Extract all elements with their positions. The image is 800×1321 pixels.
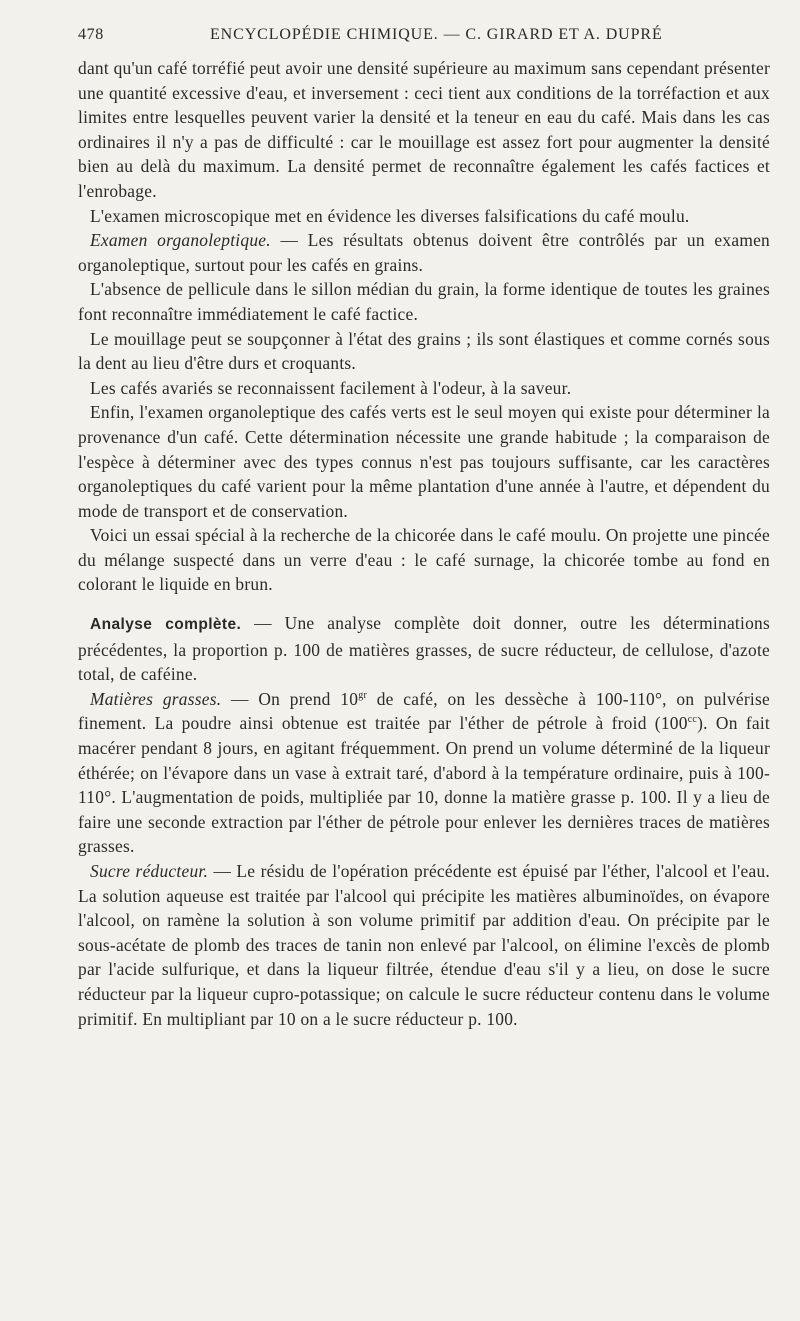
paragraph-wetting: Le mouillage peut se soupçonner à l'état des grains ; ils sont élastiques et comme cornés sous la dent au lieu d'être durs et croquants.: [78, 328, 770, 374]
unit-grams-superscript: gr: [358, 690, 368, 702]
paragraph-density: dant qu'un café torréfié peut avoir une densité supérieure au maximum sans cependant présenter une quantité excessive d'eau, et inversement : ceci tient aux conditions de la torréfaction et aux limites entre lesquelles peuvent varier la densité et la teneur en eau du café. Mais dans les cas ordinaires il n'y a pas de difficulté : car le mouillage est assez fort pour augmenter la densité bien au delà du maximum. La densité permet de reconnaître également les cafés factices et l'enrobage.: [78, 58, 770, 201]
paragraph-fats: [78, 687, 770, 859]
running-header: [78, 26, 770, 44]
paragraph-complete-analysis: [78, 611, 770, 687]
paragraph-reducing-sugar: [78, 859, 770, 1031]
page-number: 478: [78, 26, 104, 43]
paragraph-organoleptic-exam: [78, 228, 770, 277]
paragraph-green-coffee: Enfin, l'examen organoleptique des cafés verts est le seul moyen qui existe pour déterminer la provenance d'un café. Cette détermination nécessite une grande habitude ; la comparaison de l'espèce à déterminer avec des types connus n'est pas toujours suffisante, car les caractères organoleptiques du café varient pour la même plantation d'une année à l'autre, et dépendent du mode de transport et de conservation.: [78, 402, 770, 521]
paragraph-fats-text-b: de café, on les dessèche à 100-110°, on pulvérise finement. La poudre ainsi obtenue est traitée par l'éther de pétrole à froid (100: [78, 688, 770, 734]
section-title-organoleptic: Examen organoleptique.: [90, 230, 271, 251]
section-title-complete-analysis: Analyse complète.: [90, 616, 242, 634]
paragraph-chicory-test: Voici un essai spécial à la recherche de la chicorée dans le café moulu. On projette une pincée du mélange suspecté dans un verre d'eau : le café surnage, la chicorée tombe au fond en colorant le liquide en brun.: [78, 525, 770, 595]
section-title-fats: Matières grasses.: [90, 688, 222, 709]
section-title-reducing-sugar: Sucre réducteur.: [90, 861, 209, 881]
unit-cc-superscript: cc: [687, 714, 698, 726]
paragraph-complete-analysis-text: — Une analyse complète doit donner, outre les déterminations précédentes, la proportion p. 100 de matières grasses, de sucre réducteur, de cellulose, d'azote total, de caféine.: [78, 613, 770, 685]
paragraph-microscopic-exam: L'examen microscopique met en évidence les diverses falsifications du café moulu.: [90, 205, 690, 226]
paragraph-pellicle: L'absence de pellicule dans le sillon médian du grain, la forme identique de toutes les graines font reconnaître immédiatement le café factice.: [78, 279, 770, 324]
paragraph-fats-text-a: — On prend 10: [221, 688, 359, 709]
running-title: ENCYCLOPÉDIE CHIMIQUE. — C. GIRARD ET A. DUPRÉ: [210, 26, 663, 43]
paragraph-fats-text-c: ). On fait macérer pendant 8 jours, en agitant fréquemment. On prend un volume déterminé de la liqueur éthérée; on l'évapore dans un vase à extrait taré, d'abord à la température ordinaire, puis à 100-110°. L'augmentation de poids, multipliée par 10, donne la matière grasse p. 100. Il y a lieu de faire une seconde extraction par l'éther de pétrole pour enlever les dernières traces de matières grasses.: [78, 713, 771, 857]
paragraph-organoleptic-text: — Les résultats obtenus doivent être contrôlés par un examen organoleptique, surtout pour les cafés en grains.: [78, 230, 771, 275]
paragraph-reducing-sugar-text: — Le résidu de l'opération précédente est épuisé par l'éther, l'alcool et l'eau. La solution aqueuse est traitée par l'alcool qui précipite les matières albuminoïdes, on évapore l'alcool, on ramène la solution à son volume primitif par addition d'eau. On précipite par le sous-acétate de plomb des traces de tanin non enlevé par l'alcool, on élimine l'excès de plomb par l'acide sulfurique, et dans la liqueur filtrée, étendue d'eau s'il y a lieu, on dose le sucre réducteur par la liqueur cupro-potassique; on calcule le sucre réducteur contenu dans le volume primitif. En multipliant par 10 on a le sucre réducteur p. 100.: [78, 861, 771, 1029]
paragraph-damaged-coffee: Les cafés avariés se reconnaissent facilement à l'odeur, à la saveur.: [90, 377, 572, 398]
